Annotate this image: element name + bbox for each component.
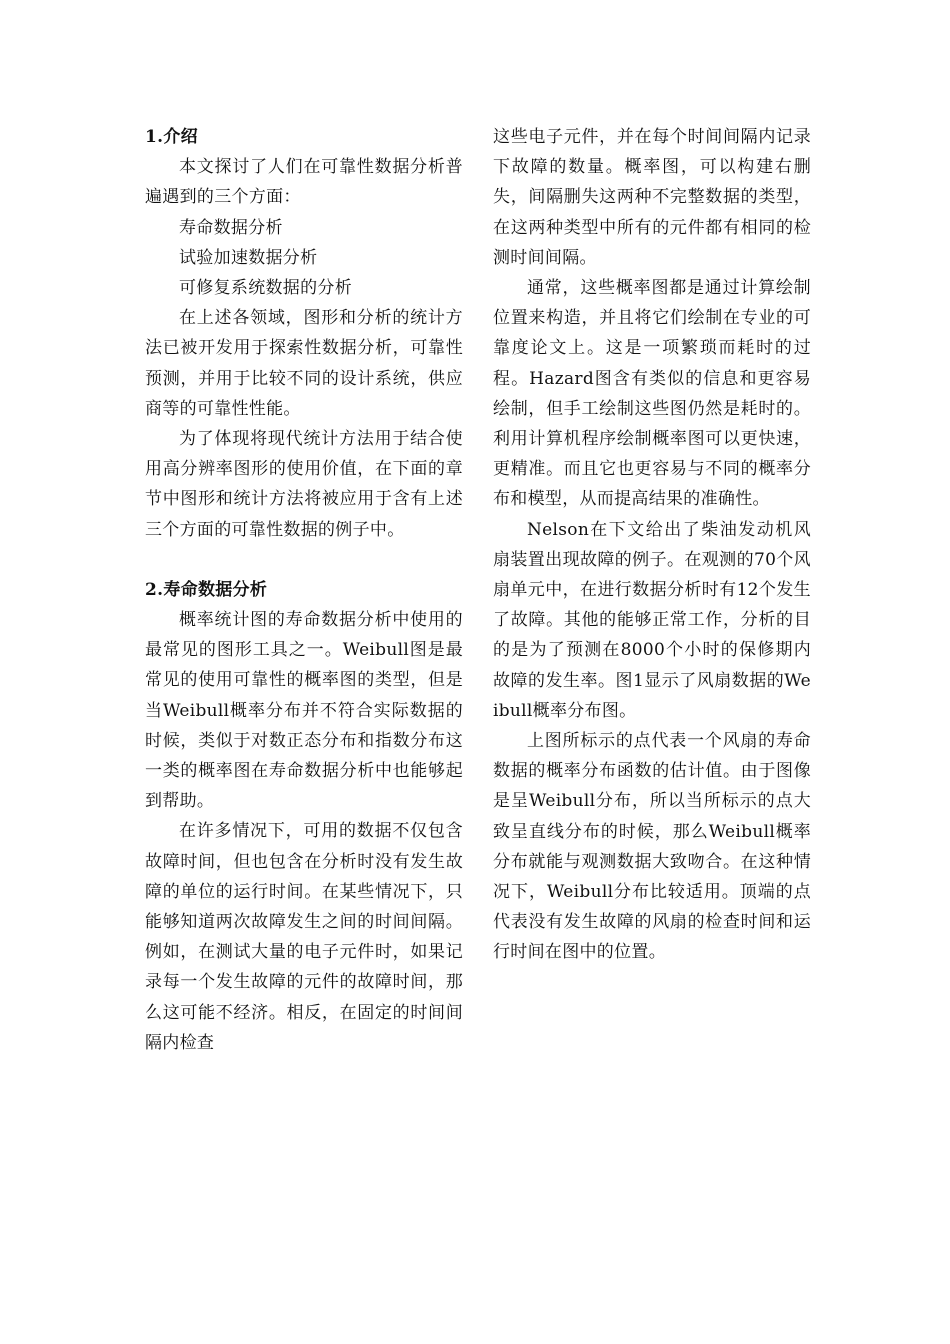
section-1-paragraph-1: 在上述各领域，图形和分析的统计方法已被开发用于探索性数据分析，可靠性预测，并用于比较不同的设计系统，供应商等的可靠性性能。 [145, 308, 463, 419]
section-2-paragraph-2: 在许多情况下，可用的数据不仅包含故障时间，但也包含在分析时没有发生故障的单位的运行时间。在某些情况下，只能够知道两次故障发生之间的时间间隔。例如，在测试大量的电子元件时，如果记录每一个发生故障的元件的故障时间，那么这可能不经济。相反，在固定的时间间隔内检查 [145, 821, 463, 1053]
section-2-heading: 2.寿命数据分析 [145, 579, 268, 600]
section-1-paragraph-2: 为了体现将现代统计方法用于结合使用高分辨率图形的使用价值，在下面的章节中图形和统计方法将被应用于含有上述三个方面的可靠性数据的例子中。 [145, 429, 463, 540]
section-gap [145, 545, 463, 575]
section-1-heading: 1.介绍 [145, 127, 198, 147]
right-column [493, 122, 811, 968]
right-paragraph-1: 通常，这些概率图都是通过计算绘制位置来构造，并且将它们绘制在专业的可靠度论文上。这是一项繁琐而耗时的过程。Hazard图含有类似的信息和更容易绘制，但手工绘制这些图仍然是耗时的。利用计算机程序绘制概率图可以更快速，更精准。而且它也更容易与不同的概率分布和模型，从而提高结果的准确性。 [493, 278, 811, 510]
left-column [145, 122, 463, 1058]
aspect-item-2: 试验加速数据分析 [179, 247, 318, 268]
continuation-paragraph: 这些电子元件，并在每个时间间隔内记录下故障的数量。概率图，可以构建右删失，间隔删失这两种不完整数据的类型，在这两种类型中所有的元件都有相同的检测时间间隔。 [493, 127, 811, 268]
right-paragraph-2: Nelson在下文给出了柴油发动机风扇装置出现故障的例子。在观测的70个风扇单元中，在进行数据分析时有12个发生了故障。其他的能够正常工作，分析的目的是为了预测在8000个小时的保修期内故障的发生率。图1显示了风扇数据的Weibull概率分布图。 [493, 519, 811, 721]
section-2-paragraph-1: 概率统计图的寿命数据分析中使用的最常见的图形工具之一。Weibull图是最常见的使用可靠性的概率图的类型，但是当Weibull概率分布并不符合实际数据的时候，类似于对数正态分布和指数分布这一类的概率图在寿命数据分析中也能够起到帮助。 [145, 610, 463, 812]
aspect-item-3: 可修复系统数据的分析 [179, 278, 352, 299]
right-paragraph-3: 上图所标示的点代表一个风扇的寿命数据的概率分布函数的估计值。由于图像是呈Weibull分布，所以当所标示的点大致呈直线分布的时候，那么Weibull概率分布就能与观测数据大致吻合。在这种情况下，Weibull分布比较适用。顶端的点代表没有发生故障的风扇的检查时间和运行时间在图中的位置。 [493, 731, 811, 963]
aspect-item-1: 寿命数据分析 [179, 217, 283, 238]
section-1-intro: 本文探讨了人们在可靠性数据分析普遍遇到的三个方面： [145, 157, 463, 208]
